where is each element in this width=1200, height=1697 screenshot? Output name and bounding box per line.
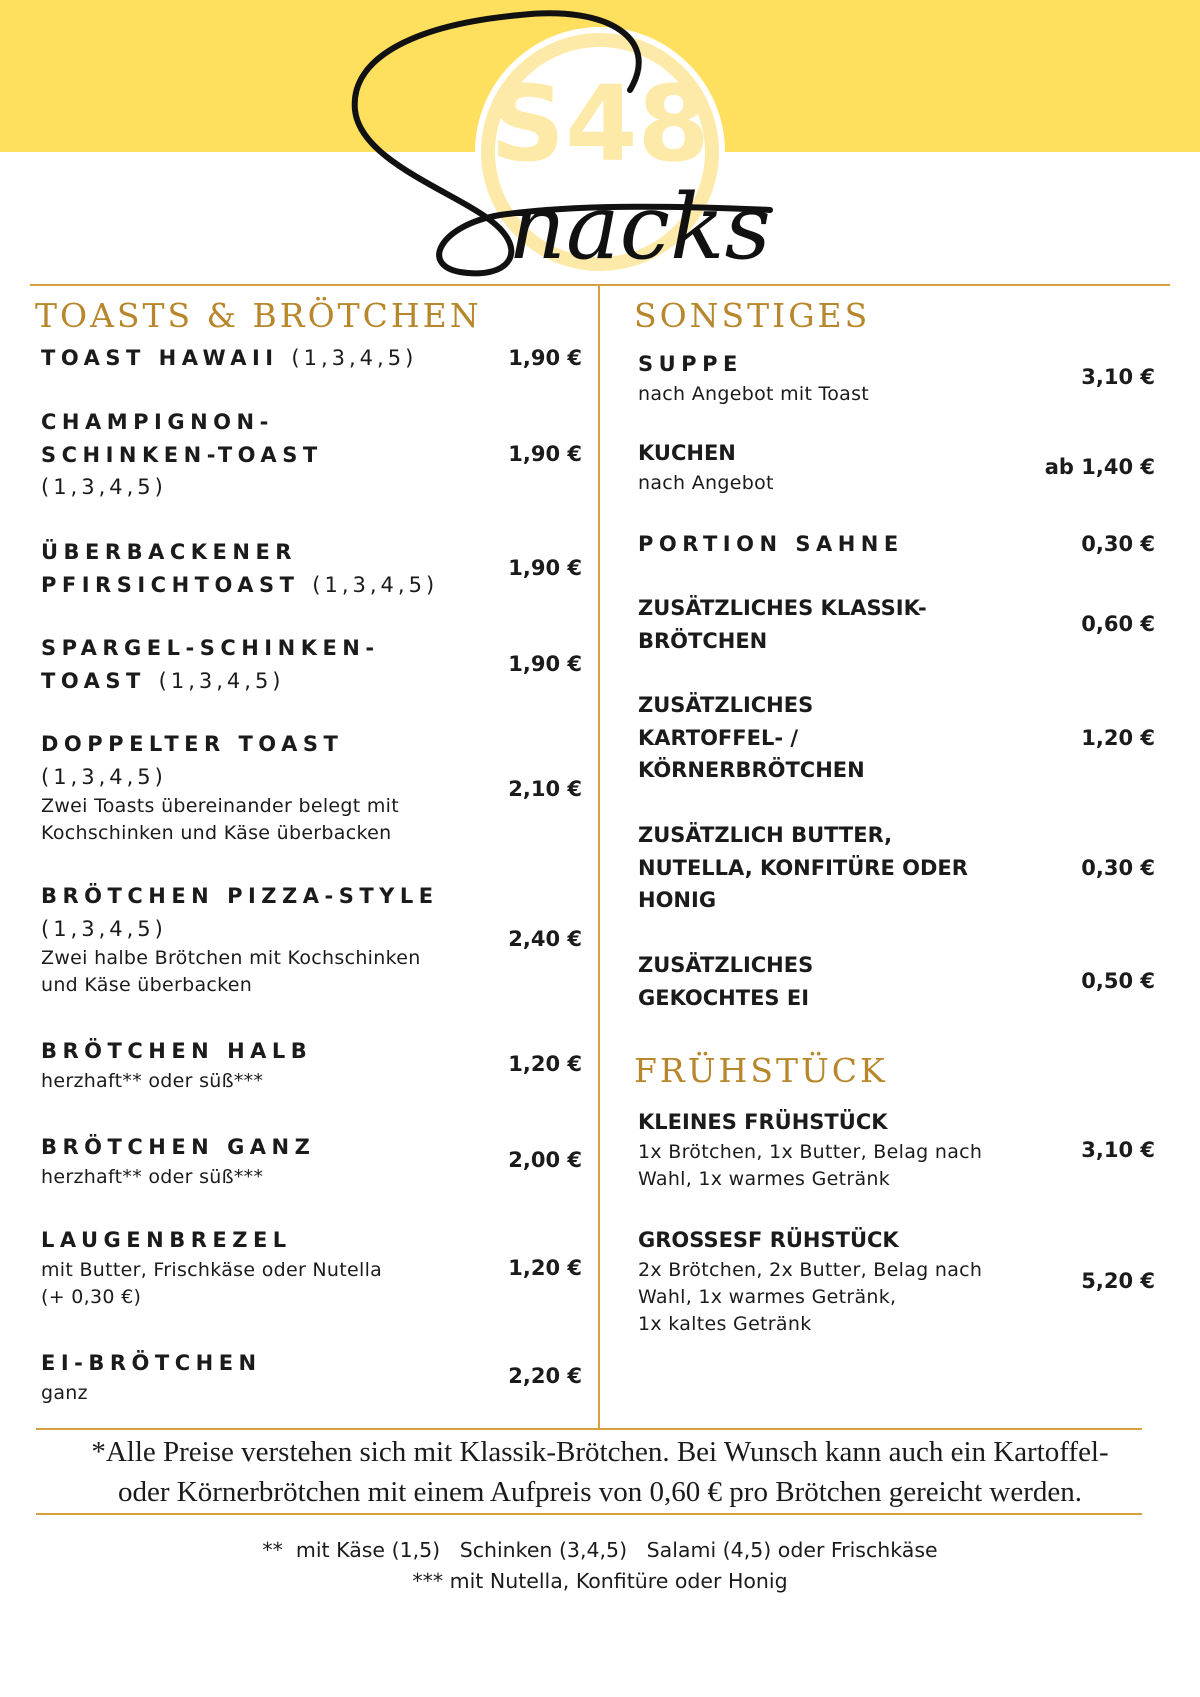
allergen-codes: (1,3,4,5) <box>41 764 167 789</box>
column-divider <box>598 285 600 1428</box>
snacks-logo <box>330 0 850 285</box>
item-description: nach Angebot <box>638 471 774 494</box>
footnote-line: *** mit Nutella, Konfitüre oder Honig <box>412 1569 788 1593</box>
menu-item <box>638 437 774 497</box>
item-price: 2,40 € <box>508 927 582 951</box>
item-title <box>41 665 380 698</box>
menu-item <box>41 1224 382 1311</box>
item-description: und Käse überbacken <box>41 974 253 996</box>
menu-item <box>41 728 399 847</box>
item-price: 2,00 € <box>508 1148 582 1172</box>
menu-item <box>41 406 323 504</box>
item-title: ÜBERBACKENER <box>41 540 297 564</box>
item-price: 2,20 € <box>508 1364 582 1388</box>
item-title <box>41 342 417 375</box>
logo-badge-text: S48 <box>490 63 710 185</box>
item-price: 1,90 € <box>508 442 582 466</box>
price-note-line: oder Körnerbrötchen mit einem Aufpreis von 0,60 € pro Brötchen gereicht werden. <box>118 1476 1082 1508</box>
item-price: 3,10 € <box>1081 365 1155 389</box>
menu-item <box>41 1347 262 1407</box>
item-price: 0,50 € <box>1081 969 1155 993</box>
note-top-divider <box>36 1428 1142 1430</box>
item-price: 1,20 € <box>508 1052 582 1076</box>
item-title: SCHINKEN-TOAST <box>41 442 323 467</box>
item-title: ZUSÄTZLICHES <box>638 693 814 717</box>
allergen-codes: (1,3,4,5) <box>291 346 418 370</box>
item-description: mit Butter, Frischkäse oder Nutella <box>41 1258 383 1281</box>
item-description: Zwei Toasts übereinander belegt mit <box>41 795 399 817</box>
item-price: 1,20 € <box>508 1256 582 1280</box>
item-price: ab 1,40 € <box>1044 455 1155 479</box>
item-description: Wahl, 1x warmes Getränk, <box>638 1285 897 1308</box>
menu-item <box>638 528 904 561</box>
item-title-text: TOAST HAWAII <box>41 346 279 370</box>
item-title: GROSSESF RÜHSTÜCK <box>638 1228 899 1252</box>
item-title: BRÖTCHEN GANZ <box>41 1135 316 1159</box>
allergen-codes: (1,3,4,5) <box>312 572 439 597</box>
menu-item <box>638 1106 982 1193</box>
item-price: 0,30 € <box>1081 532 1155 556</box>
allergen-codes: (1,3,4,5) <box>41 475 167 499</box>
footnotes <box>0 1535 1200 1597</box>
menu-item <box>638 949 813 1014</box>
item-description: Wahl, 1x warmes Getränk <box>638 1167 891 1190</box>
item-description: 2x Brötchen, 2x Butter, Belag nach <box>638 1258 983 1281</box>
item-title-text: TOAST <box>41 668 146 693</box>
item-title: KLEINES FRÜHSTÜCK <box>638 1110 888 1134</box>
item-title: DOPPELTER TOAST <box>41 732 344 756</box>
item-title-text: PFIRSICHTOAST <box>41 572 300 597</box>
item-description: Zwei halbe Brötchen mit Kochschinken <box>41 947 421 969</box>
section-heading-sonstiges: SONSTIGES <box>634 296 871 335</box>
item-description: 1x kaltes Getränk <box>638 1312 812 1335</box>
menu-item <box>41 1131 315 1191</box>
section-heading-fruehstueck: FRÜHSTÜCK <box>634 1051 888 1090</box>
menu-item <box>638 689 865 787</box>
item-title: CHAMPIGNON- <box>41 410 274 434</box>
section-heading-toasts: TOASTS & BRÖTCHEN <box>35 296 482 335</box>
note-bottom-divider <box>36 1513 1142 1515</box>
allergen-codes: (1,3,4,5) <box>158 668 285 693</box>
menu-item <box>41 1035 312 1095</box>
item-title: SPARGEL-SCHINKEN- <box>41 636 380 660</box>
item-title <box>41 569 438 602</box>
item-title: ZUSÄTZLICH BUTTER, <box>638 823 893 847</box>
menu-item <box>41 880 439 999</box>
header-divider <box>30 284 1170 286</box>
item-title: BRÖTCHEN <box>638 628 768 653</box>
price-note-line: *Alle Preise verstehen sich mit Klassik-Brötchen. Bei Wunsch kann auch ein Kartoffel- <box>91 1436 1109 1468</box>
item-title: GEKOCHTES EI <box>638 985 810 1010</box>
item-title: PORTION SAHNE <box>638 532 904 556</box>
menu-item <box>41 536 438 601</box>
price-note <box>0 1432 1200 1512</box>
item-title: EI-BRÖTCHEN <box>41 1351 262 1375</box>
item-title: KÖRNERBRÖTCHEN <box>638 758 865 782</box>
item-price: 2,10 € <box>508 777 582 801</box>
item-price: 0,60 € <box>1081 612 1155 636</box>
item-price: 3,10 € <box>1081 1138 1155 1162</box>
item-price: 1,90 € <box>508 652 582 676</box>
item-description: 1x Brötchen, 1x Butter, Belag nach <box>638 1140 983 1163</box>
item-description: herzhaft** oder süß*** <box>41 1069 264 1092</box>
allergen-codes: (1,3,4,5) <box>41 916 167 941</box>
item-price: 1,90 € <box>508 346 582 370</box>
item-price: 1,20 € <box>1081 726 1155 750</box>
item-price: 5,20 € <box>1081 1269 1155 1293</box>
item-description: nach Angebot mit Toast <box>638 382 870 405</box>
menu-item <box>638 348 869 408</box>
item-price: 0,30 € <box>1081 856 1155 880</box>
item-description: Kochschinken und Käse überbacken <box>41 822 392 844</box>
item-title: ZUSÄTZLICHES KLASSIK- <box>638 596 927 620</box>
menu-item <box>41 632 380 697</box>
script-title: nacks <box>508 175 771 280</box>
item-title: SUPPE <box>638 352 743 376</box>
item-title: BRÖTCHEN PIZZA-STYLE <box>41 884 439 908</box>
menu-item <box>41 342 417 375</box>
menu-item <box>638 819 968 917</box>
item-title: KARTOFFEL- / <box>638 725 799 750</box>
item-price: 1,90 € <box>508 556 582 580</box>
item-title: HONIG <box>638 888 717 912</box>
item-title: LAUGENBREZEL <box>41 1228 292 1252</box>
item-title: ZUSÄTZLICHES <box>638 953 814 977</box>
item-description: (+ 0,30 €) <box>41 1285 142 1308</box>
menu-item <box>638 592 927 657</box>
item-description: herzhaft** oder süß*** <box>41 1165 264 1188</box>
item-title: NUTELLA, KONFITÜRE ODER <box>638 855 968 880</box>
footnote-line: ** mit Käse (1,5) Schinken (3,4,5) Salami (4,5) oder Frischkäse <box>262 1538 938 1562</box>
item-title: KUCHEN <box>638 441 736 465</box>
menu-item <box>638 1224 982 1338</box>
item-title: BRÖTCHEN HALB <box>41 1039 313 1063</box>
item-description: ganz <box>41 1381 88 1404</box>
